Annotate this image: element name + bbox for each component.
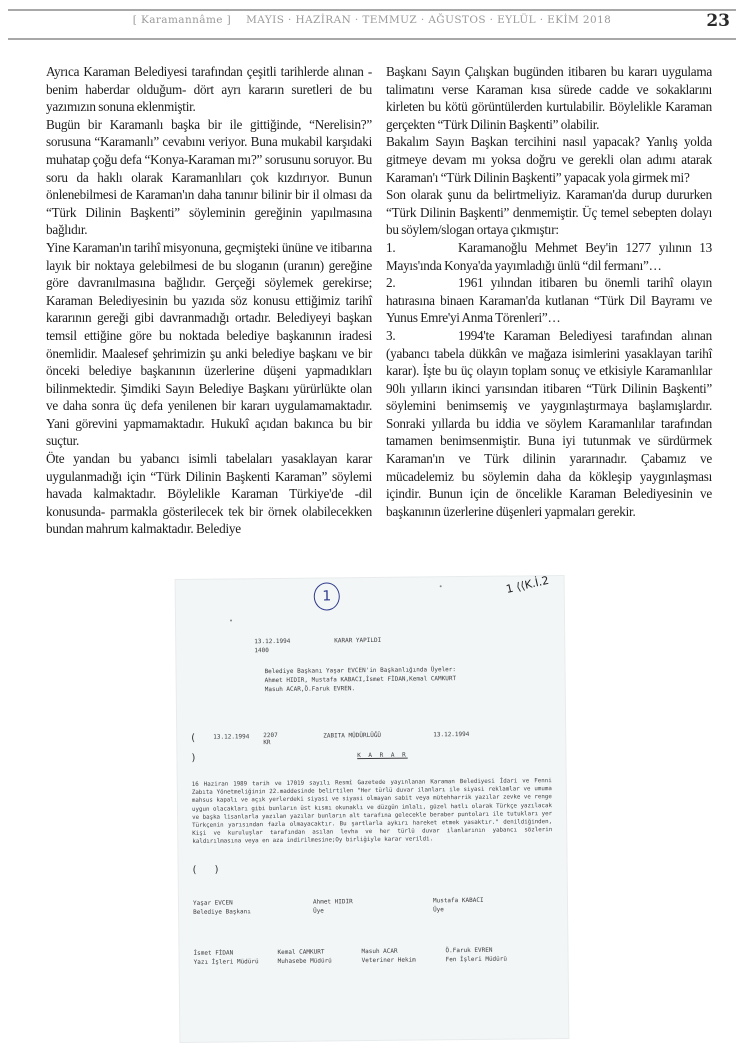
punch-hole-mark: )	[191, 752, 196, 764]
attendees	[191, 664, 551, 695]
decision-title-row	[191, 749, 551, 765]
punch-hole-mark: )	[214, 864, 219, 876]
signatory-name: Kemal CAMKURT	[277, 948, 325, 956]
attendees-line: Belediye Başkanı Yaşar EVCEN'in Başkanlığında Üyeler:	[264, 666, 457, 676]
list-item-1	[386, 239, 712, 274]
left-column	[46, 63, 372, 538]
signatory-name: Masuh ACAR	[361, 947, 398, 955]
signatories-row-1	[193, 895, 553, 917]
signatory-name: Ahmet HIDIR	[312, 897, 353, 906]
signatory-title: Belediye Başkanı	[193, 907, 251, 916]
reference-date-right: 13.12.1994	[433, 730, 470, 739]
list-continuation: hatırasına binaen Karaman'da kutlanan “Türk Dil Bayramı ve Yunus Emre'yi Anma Törenleri”…	[386, 292, 712, 326]
header-top-rule	[8, 9, 736, 11]
signatories-row-2	[193, 945, 553, 967]
paragraph: Öte yandan bu yabancı isimli tabelaları yasaklayan karar uygulanmadığı için “Türk Dilinin Başkenti Karaman” söylemi havada kalmaktadır. Böylelikle Karaman Türkiye'de -dil konusunda- parmakla gösterilecek tek bir örnek olabilecekken bundan mahrum kalmaktadır. Belediye	[46, 451, 372, 537]
signatory-name: Ö.Faruk EVREN	[445, 946, 493, 954]
signatory	[193, 948, 277, 967]
circled-number: 1	[314, 582, 340, 610]
right-column	[386, 63, 712, 520]
list-first-line: 1961 yılından itibaren bu önemli tarihî olayın	[458, 275, 712, 291]
list-number: 1.	[386, 239, 396, 255]
page-number: 23	[706, 11, 730, 31]
list-first-line: 1994'te Karaman Belediyesi tarafından alınan	[458, 327, 712, 343]
signatory-name: İsmet FİDAN	[193, 949, 234, 957]
signatory-title: Üye	[433, 905, 444, 913]
signatory	[445, 945, 529, 964]
attendees-line: Masuh ACAR,Ö.Faruk EVREN.	[264, 685, 356, 694]
scanned-council-decision	[176, 573, 569, 1042]
list-number: 3.	[386, 327, 396, 343]
paragraph: Başkanı Sayın Çalışkan bugünden itibaren bu kararı uygulama talimatını verse Karaman kısa sürede cadde ve sokaklarını kirleten bu kötü görüntülerden kurtulabilir. Böylelikle Karaman gerçekten “Türk Dilinin Başkenti” olabilir.	[386, 64, 712, 132]
running-header	[0, 14, 744, 26]
list-item-3	[386, 327, 712, 521]
reference-number: 2207	[263, 731, 278, 740]
meeting-info	[190, 634, 550, 656]
paragraph: Bakalım Sayın Başkan tercihini nasıl yapacak? Yanlış yolda gitmeye devam mı yoksa doğru ve gerekli olan adımı atarak Karaman'ı “Türk Dilinin Başkenti” yapacak yola girmek mi?	[386, 134, 712, 185]
reference-sub: KR	[263, 739, 271, 747]
signatory	[193, 897, 313, 916]
handwritten-note: 1 ⟨⟨K.İ.2	[505, 573, 551, 596]
punch-hole-marks	[193, 861, 553, 889]
decision-body: 16 Haziran 1989 tarih ve 17019 sayılı Resmî Gazetede yayınlanan Karaman Belediyesi İdari ve Fenni Zabıta Yönetmeliğinin 22.maddesinde belirtilen "Her türlü duvar ilanları ile siyasi reklamlar ve umuma mahsus kapalı ve açık yerlerdeki siyasi ve siyasi olmayan sabit veya mütehharrik yazılar zevke ve renge uygun olacakları gibi bunların üst kısmı okunaklı ve düzgün imlalı, güzel hatlı olarak Türkçe yazılacak ve başka lisanlarla yazılan yazılar bunların alt tarafına gelecekle beraber puntoları ile tutukları yer Türkçenin yarısından fazla olmayacaktır. Bu şartlarla aykırı hareket etmek yasaktır." denildiğinden, Kişi ve kuruluşlar tarafından asılan levha ve her türlü duvar ilanlarının yabancı sözlerin kaldırılmasına veya en aza indirilmesine;Oy birliğiyle karar verildi.	[191, 778, 553, 846]
paragraph: Yine Karaman'ın tarihî misyonuna, geçmişteki ününe ve itibarına layık bir noktaya gelebilmesi de bu sloganın (uranın) gereğine göre davranılmasına bağlıdır. Gerçeği söylemek gerekirse; Karaman Belediyesinin bu yazıda söz konusu ettiğimiz tarihî kararının gereği gibi davranmadığı ortadır. Belediyeyi başkan temsil ettiğine göre bu noktada belediye başkanının iradesi önemlidir. Maalesef şehrimizin şu anki belediye başkanı ve bir önceki belediye başkanının üzerlerine düşeni yapmadıkları bilinmektedir. Şimdiki Sayın Belediye Başkanı yürürlükte olan ve daha sonra üç defa yenilenen bir kararı uygulamamaktadır. Yani görevini yapmamaktadır. Hukukî açıdan bakınca bu bir suçtur.	[46, 239, 372, 449]
numbered-list	[386, 239, 712, 521]
reference-number-block	[263, 732, 323, 747]
signatory	[433, 895, 553, 914]
signatory-name: Yaşar EVCEN	[192, 899, 233, 907]
punch-hole-mark: (	[191, 732, 196, 744]
scan-top-area	[190, 573, 551, 632]
signatory-title: Fen İşleri Müdürü	[445, 955, 508, 963]
attendees-line: Ahmet HIDIR, Mustafa KABACI,İsmet FİDAN,Kemal CAMKURT	[264, 675, 457, 685]
signatory-name: Mustafa KABACI	[432, 896, 484, 904]
list-item-2	[386, 274, 712, 327]
list-continuation: (yabancı tabela dükkân ve mağaza isimlerini yasaklayan tarihî karar). İşte bu üç olayın toplam sonuç ve etkisiyle Karamanlılar 90lı yılların ikinci yarısından itibaren “Türk Dilinin Başkenti” söylemini benimsemiş ve yaygınlaştırmaya başlamışlardır. Sonraki yıllarda bu iddia ve söylem Karamanlılar tarafından tamamen benimsenmiştir. Buna iyi tutunmak ve sürdürmek Karaman'ın ve Türk dilinin yararınadır. Çabamız ve mücadelemiz bu söylemin daha da kökleşip yaygınlaşması içindir. Bunun için de öncelikle Karaman Belediyesinin ve başkanının üzerlerine düşenleri yapmaları gerekir.	[386, 345, 712, 519]
list-first-line: Karamanoğlu Mehmet Bey'in 1277 yılının 13	[458, 239, 712, 255]
paragraph: Son olarak şunu da belirtmeliyiz. Karaman'da durup dururken “Türk Dilinin Başkenti” denmemiştir. Üç temel sebepten dolayı bu söylem/slogan ortaya çıkmıştır:	[386, 187, 712, 238]
signatory-title: Muhasebe Müdürü	[277, 957, 332, 965]
list-number: 2.	[386, 275, 396, 291]
paragraph: Bugün bir Karamanlı başka bir ile gittiğinde, “Nerelisin?” sorusuna “Karamanlı” cevabını veriyor. Buna mukabil karşıdaki muhatap çoğu defa “Konya-Karaman mı?” sorusunu soruyor. Bu soru da haklı olarak Karamanlıları çok kızdırıyor. Bunun önlenebilmesi de Karaman'ın daha tanınır bilinir bir il olması da “Türk Dilinin Başkenti” söyleminin gereğinin yapılmasına bağlıdır.	[46, 116, 372, 238]
signatory	[361, 946, 445, 965]
list-continuation: Mayıs'ında Konya'da yayımladığı ünlü “dil fermanı”…	[386, 257, 662, 273]
meeting-time: 1400	[254, 647, 269, 655]
meeting-date: 13.12.1994	[254, 637, 291, 646]
reference-date: 13.12.1994	[213, 733, 250, 741]
issue-months: MAYIS · HAZİRAN · TEMMUZ · AĞUSTOS · EYLÜL · EKİM 2018	[246, 14, 612, 26]
signatory	[313, 896, 433, 915]
department: ZABITA MÜDÜRLÜĞÜ	[323, 731, 382, 740]
scan-speck	[230, 619, 232, 621]
magazine-name: [ Karamannâme ]	[132, 14, 232, 26]
signatory-title: Veteriner Hekim	[361, 956, 416, 964]
reference-line	[191, 729, 551, 747]
signatory-title: Üye	[313, 907, 324, 915]
header-bottom-rule	[8, 38, 736, 40]
signatory-title: Yazı İşleri Müdürü	[193, 957, 259, 966]
punch-hole-mark: (	[192, 864, 197, 876]
meeting-heading: KARAR YAPILDI	[334, 636, 382, 645]
signatory	[277, 947, 361, 966]
decision-title: K A R A R	[357, 751, 408, 760]
paragraph: Ayrıca Karaman Belediyesi tarafından çeşitli tarihlerde alınan -benim haberdar olduğum- dört ayrı kararın suretleri de bu yazımızın sonuna eklenmiştir.	[46, 64, 372, 115]
scan-speck	[440, 585, 442, 587]
